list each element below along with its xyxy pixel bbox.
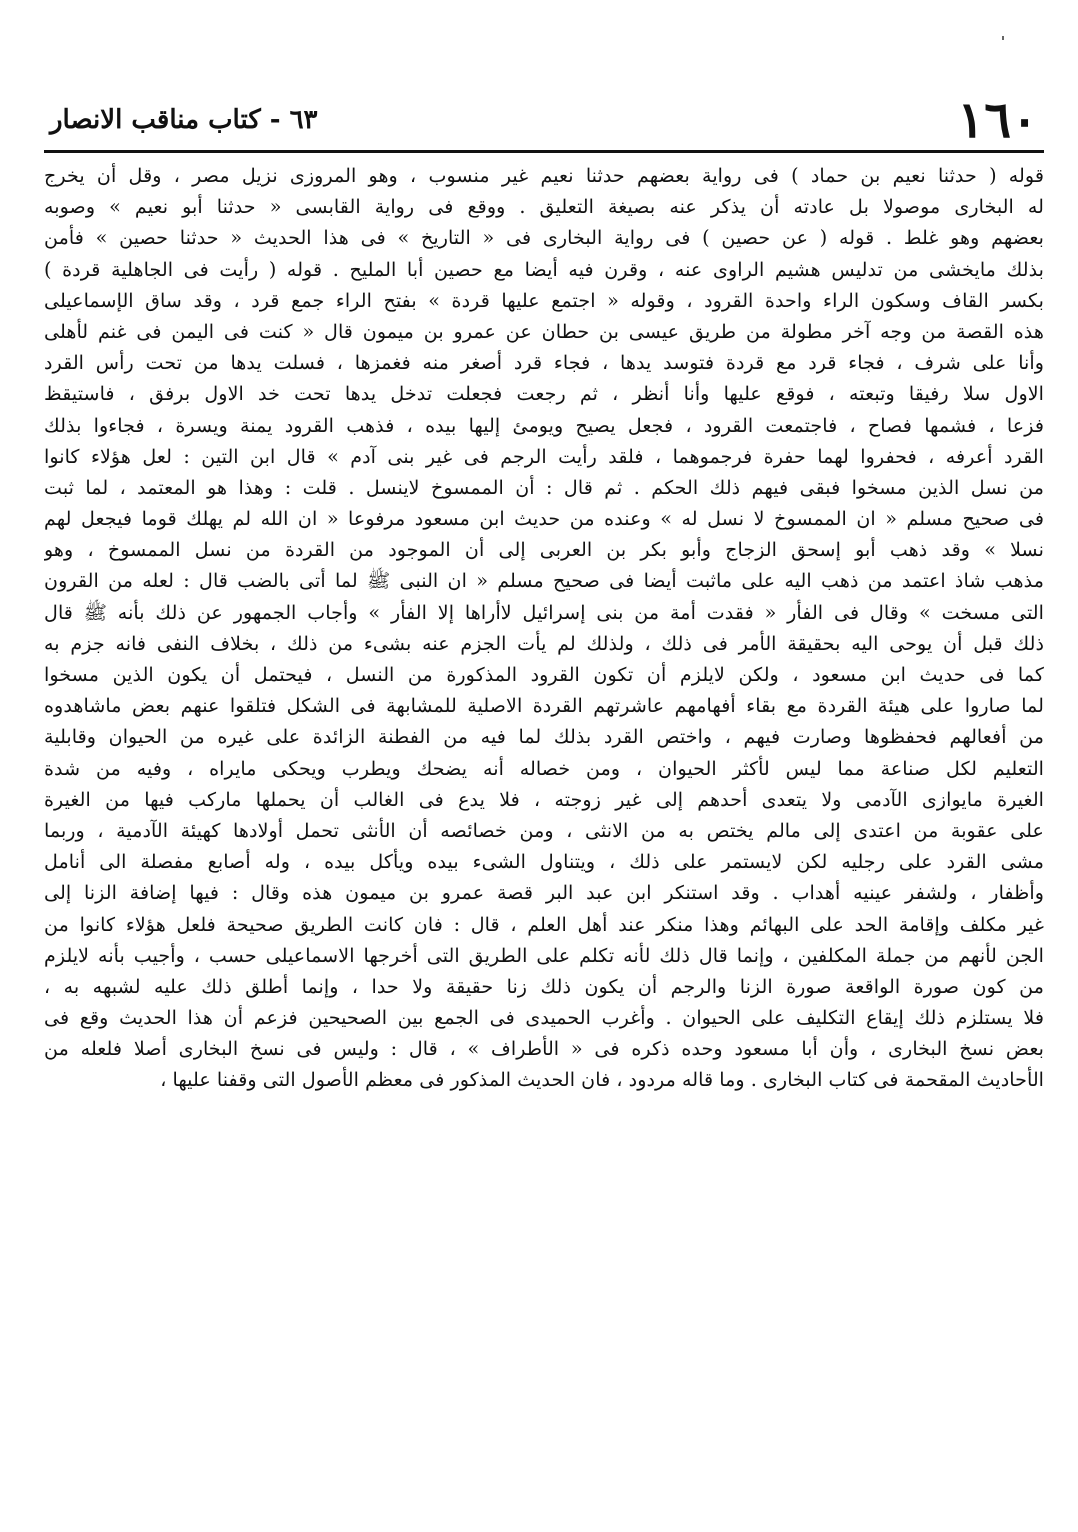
- text-line: الأحاديث المقحمة فى كتاب البخارى . وما قاله مردود ، فان الحديث المذكور فى معظم الأصول التى وقفنا عليها ،: [160, 1068, 1044, 1092]
- text-line: الاول سلا رفيقا وتبعته ، فوقع عليها وأنا أنظر ، ثم رجعت فجعلت تدخل يدها تحت خد الاول برفق ، فاستيقظ: [44, 382, 1044, 406]
- text-line: قوله ( حدثنا نعيم بن حماد ) فى رواية بعضهم حدثنا نعيم غير منسوب ، وهو المروزى نزيل مصر ، وقل أن يخرج: [44, 164, 1044, 187]
- text-line: وأظفار ، ولشفر عينيه أهداب . وقد استنكر ابن عبد البر قصة عمرو بن ميمون هذه وقال : فيها إضافة الزنا إلى: [44, 881, 1044, 905]
- text-line: فزعا ، فشمها فصاح ، فاجتمعت القرود ، فجعل يصيح ويومئ إليها بيده ، فذهب القرود يمنة ويسرة ، فجاءوا بذلك: [44, 413, 1044, 437]
- text-line: التعليم لكل صناعة مما ليس لأكثر الحيوان ، ومن خصاله أنه يضحك ويطرب ويحكى مايراه ، وفيه من شدة: [44, 756, 1044, 780]
- header-rule: [44, 150, 1044, 153]
- text-line: الجن لأنهم من جملة المكلفين ، وإنما قال ذلك لأنه تكلم على الطريق التى أخرجها الاسماعيلى حسب ، وأجيب بأنه لايلزم: [44, 943, 1044, 967]
- text-line: هذه القصة من وجه آخر مطولة من طريق عيسى بن حطان عن عمرو بن ميمون قال « كنت فى اليمن فى غنم لأهلى: [44, 319, 1044, 343]
- text-line: بعضهم وهو غلط . قوله ( عن حصين ) فى رواية البخارى فى « التاريخ » فى هذا الحديث « حدثنا حصين » فأمن: [44, 226, 1044, 250]
- text-line: فلا يستلزم ذلك إيقاع التكليف على الحيوان . وأغرب الحميدى فى الجمع بين الصحيحين فزعم أن هذا الحديث وقع فى: [44, 1006, 1044, 1030]
- text-line: مشى القرد على رجليه لكن لايستمر على ذلك ، ويتناول الشىء بيده ويأكل بيده ، وله أصابع مفصلة الى أنامل: [44, 850, 1044, 874]
- text-line: من أفعالهم فحفظوها وصارت فيهم ، واختص القرد بذلك لما فيه من الفطنة الزائدة على غيره من الحيوان وقابلية: [44, 725, 1044, 749]
- text-line: التى مسخت » وقال فى الفأر « فقدت أمة من بنى إسرائيل لاأراها إلا الفأر » وأجاب الجمهور عن ذلك بأنه ﷺ قال: [44, 600, 1044, 624]
- text-line: بعض نسخ البخارى ، وأن أبا مسعود وحده ذكره فى « الأطراف » ، قال : وليس فى نسخ البخارى أصلا فلعله من: [44, 1037, 1044, 1061]
- text-line: له البخارى موصولا بل عادته أن يذكر عنه بصيغة التعليق . ووقع فى رواية القابسى « حدثنا أبو نعيم » وصوبه: [44, 195, 1044, 219]
- text-line: من نسل الذين مسخوا فبقى فيهم ذلك الحكم . ثم قال : أن الممسوخ لاينسل . قلت : وهذا هو المعتمد ، لما ثبت: [44, 475, 1044, 499]
- text-line: غير مكلف وإقامة الحد على البهائم وهذا منكر عند أهل العلم ، قال : فان كانت الطريق صحيحة فلعل هؤلاء كانوا من: [44, 912, 1044, 936]
- running-title: ٦٣ - كتاب مناقب الانصار: [50, 105, 318, 135]
- text-line: بذلك مايخشى من تدليس هشيم الراوى عنه ، وقرن فيه أيضا مع حصين أبا المليح . قوله ( رأيت فى الجاهلية قردة ): [44, 257, 1044, 281]
- text-line: من كون صورة الواقعة صورة الزنا والرجم أن يكون ذلك زنا حقيقة ولا حدا ، وإنما أطلق ذلك عليه لشبهه به ،: [44, 974, 1044, 998]
- text-line: الغيرة مايوازى الآدمى ولا يتعدى أحدهم إلى غير زوجته ، فلا يدع فى الغالب أن يحملها ماركب فيها من الغيرة: [44, 787, 1044, 811]
- text-line: القرد أعرفه ، فحفروا لهما حفرة فرجموهما ، فلقد رأيت الرجم فى غير بنى آدم » قال ابن التين : لعل هؤلاء كانوا: [44, 444, 1044, 468]
- text-line: على عقوبة من اعتدى إلى مالم يختص به من الانثى ، ومن خصائصه أن الأنثى تحمل أولادها كهيئة الآدمية ، وربما: [44, 818, 1044, 842]
- page-header: [42, 92, 1044, 152]
- text-line: لما صاروا على هيئة القردة مع بقاء أفهامهم عاشرتهم القردة الاصلية للمشابهة فى الشكل فتلقوا عنهم بعض ماشاهدوه: [44, 694, 1044, 718]
- text-line: بكسر القاف وسكون الراء واحدة القرود ، وقوله « اجتمع عليها قردة » بفتح الراء جمع قرد ، وقد ساق الإسماعيلى: [44, 288, 1044, 312]
- page-number: ١٦٠: [957, 90, 1038, 149]
- text-line: ذلك قبل أن يوحى اليه بحقيقة الأمر فى ذلك ، ولذلك لم يأت الجزم عنه بشىء من ذلك ، بخلاف النفى فانه جزم به: [44, 631, 1044, 655]
- body-text: [44, 160, 1044, 1096]
- text-line: مذهب شاذ اعتمد من ذهب اليه على ماثبت أيضا فى صحيح مسلم « ان النبى ﷺ لما أتى بالضب قال : لعله من القرون: [44, 569, 1044, 593]
- text-line: فى صحيح مسلم « ان الممسوخ لا نسل له » وعنده من حديث ابن مسعود مرفوعا « ان الله لم يهلك قوما فيجعل لهم: [44, 507, 1044, 531]
- text-line: كما فى حديث ابن مسعود ، ولكن لايلزم أن تكون القرود المذكورة من النسل ، فيحتمل أن يكون الذين مسخوا: [44, 663, 1044, 686]
- text-line: نسلا » وقد ذهب أبو إسحق الزجاج وأبو بكر بن العربى إلى أن الموجود من القردة من نسل الممسوخ ، وهو: [44, 538, 1044, 562]
- edge-speck: [1002, 36, 1004, 40]
- text-line: وأنا على شرف ، فجاء قرد مع قردة فتوسد يدها ، فجاء قرد أصغر منه فغمزها ، فسلت يدها من تحت رأس القرد: [44, 351, 1044, 375]
